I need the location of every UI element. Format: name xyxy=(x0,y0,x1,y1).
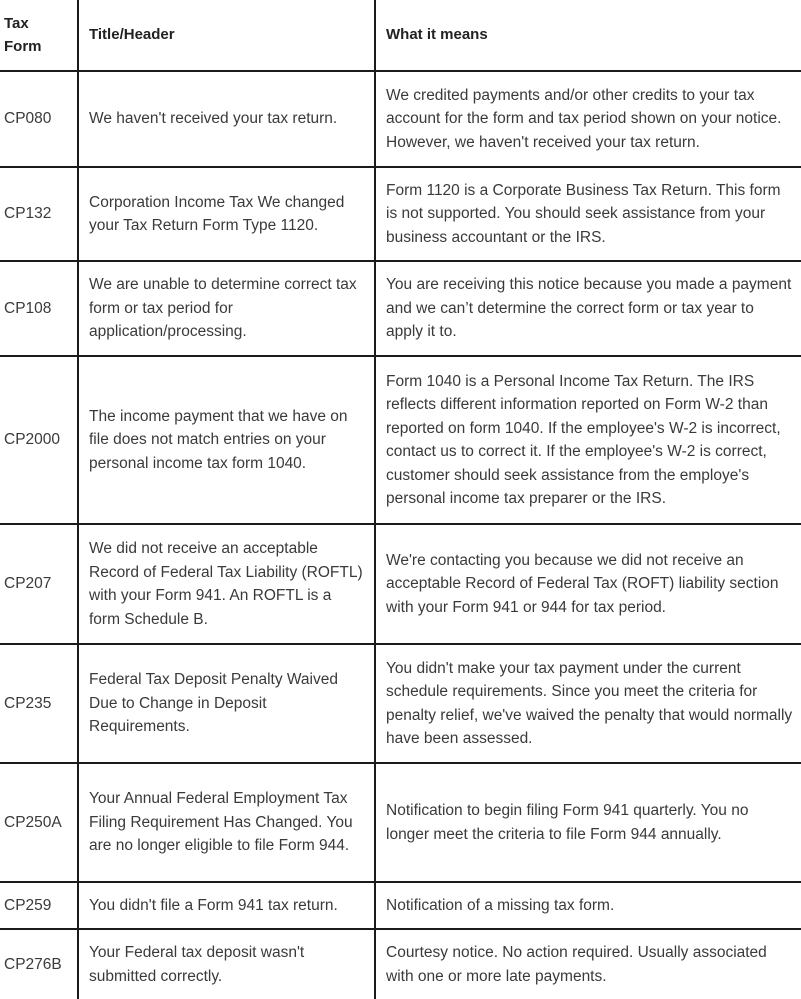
table-row xyxy=(0,261,801,356)
tax-form-code: CP108 xyxy=(0,261,78,356)
tax-form-code: CP276B xyxy=(0,929,78,999)
table-row xyxy=(0,167,801,261)
notice-title: Corporation Income Tax We changed your Tax Return Form Type 1120. xyxy=(78,167,375,261)
table-row xyxy=(0,929,801,999)
notice-title: You didn't file a Form 941 tax return. xyxy=(78,882,375,929)
tax-form-code: CP250A xyxy=(0,763,78,882)
notice-title: Your Federal tax deposit wasn't submitted correctly. xyxy=(78,929,375,999)
tax-form-code: CP132 xyxy=(0,167,78,261)
notice-meaning: We're contacting you because we did not receive an acceptable Record of Federal Tax (ROFT) liability section with your Form 941 or 944 for tax period. xyxy=(375,524,801,644)
table-header-row xyxy=(0,0,801,71)
header-meaning: What it means xyxy=(375,0,801,71)
notice-title: We haven't received your tax return. xyxy=(78,71,375,167)
header-tax-form: Tax Form xyxy=(0,0,78,71)
table-row xyxy=(0,763,801,882)
notice-meaning: Notification to begin filing Form 941 quarterly. You no longer meet the criteria to file Form 944 annually. xyxy=(375,763,801,882)
header-title: Title/Header xyxy=(78,0,375,71)
table-row xyxy=(0,882,801,929)
notice-meaning: Form 1120 is a Corporate Business Tax Return. This form is not supported. You should seek assistance from your business accountant or the IRS. xyxy=(375,167,801,261)
table-row xyxy=(0,644,801,763)
notice-meaning: You didn't make your tax payment under the current schedule requirements. Since you meet the criteria for penalty relief, we've waived the penalty that would normally have been assessed. xyxy=(375,644,801,763)
notice-title: The income payment that we have on file does not match entries on your personal income tax form 1040. xyxy=(78,356,375,524)
notice-title: We are unable to determine correct tax form or tax period for application/processing. xyxy=(78,261,375,356)
notice-title: Federal Tax Deposit Penalty Waived Due to Change in Deposit Requirements. xyxy=(78,644,375,763)
notice-title: We did not receive an acceptable Record of Federal Tax Liability (ROFTL) with your Form 941. An ROFTL is a form Schedule B. xyxy=(78,524,375,644)
notice-meaning: Form 1040 is a Personal Income Tax Return. The IRS reflects different information reported on Form W-2 than reported on form 1040. If the employee's W-2 is incorrect, contact us to correct it. If the employee's W-2 is correct, customer should seek assistance from the employe's personal income tax preparer or the IRS. xyxy=(375,356,801,524)
table-row xyxy=(0,71,801,167)
tax-form-code: CP259 xyxy=(0,882,78,929)
notice-meaning: Courtesy notice. No action required. Usually associated with one or more late payments. xyxy=(386,944,767,985)
notice-meaning: You are receiving this notice because you made a payment and we can’t determine the correct form or tax year to apply it to. xyxy=(375,261,801,356)
tax-form-code: CP235 xyxy=(0,644,78,763)
tax-form-code: CP2000 xyxy=(0,356,78,524)
tax-form-code: CP080 xyxy=(0,71,78,167)
notice-title: Your Annual Federal Employment Tax Filing Requirement Has Changed. You are no longer eligible to file Form 944. xyxy=(78,763,375,882)
table-row xyxy=(0,524,801,644)
tax-form-code: CP207 xyxy=(0,524,78,644)
notice-meaning: We credited payments and/or other credits to your tax account for the form and tax period shown on your notice. However, we haven't received your tax return. xyxy=(375,71,801,167)
table-row xyxy=(0,356,801,524)
notice-meaning: Notification of a missing tax form. xyxy=(375,882,801,929)
